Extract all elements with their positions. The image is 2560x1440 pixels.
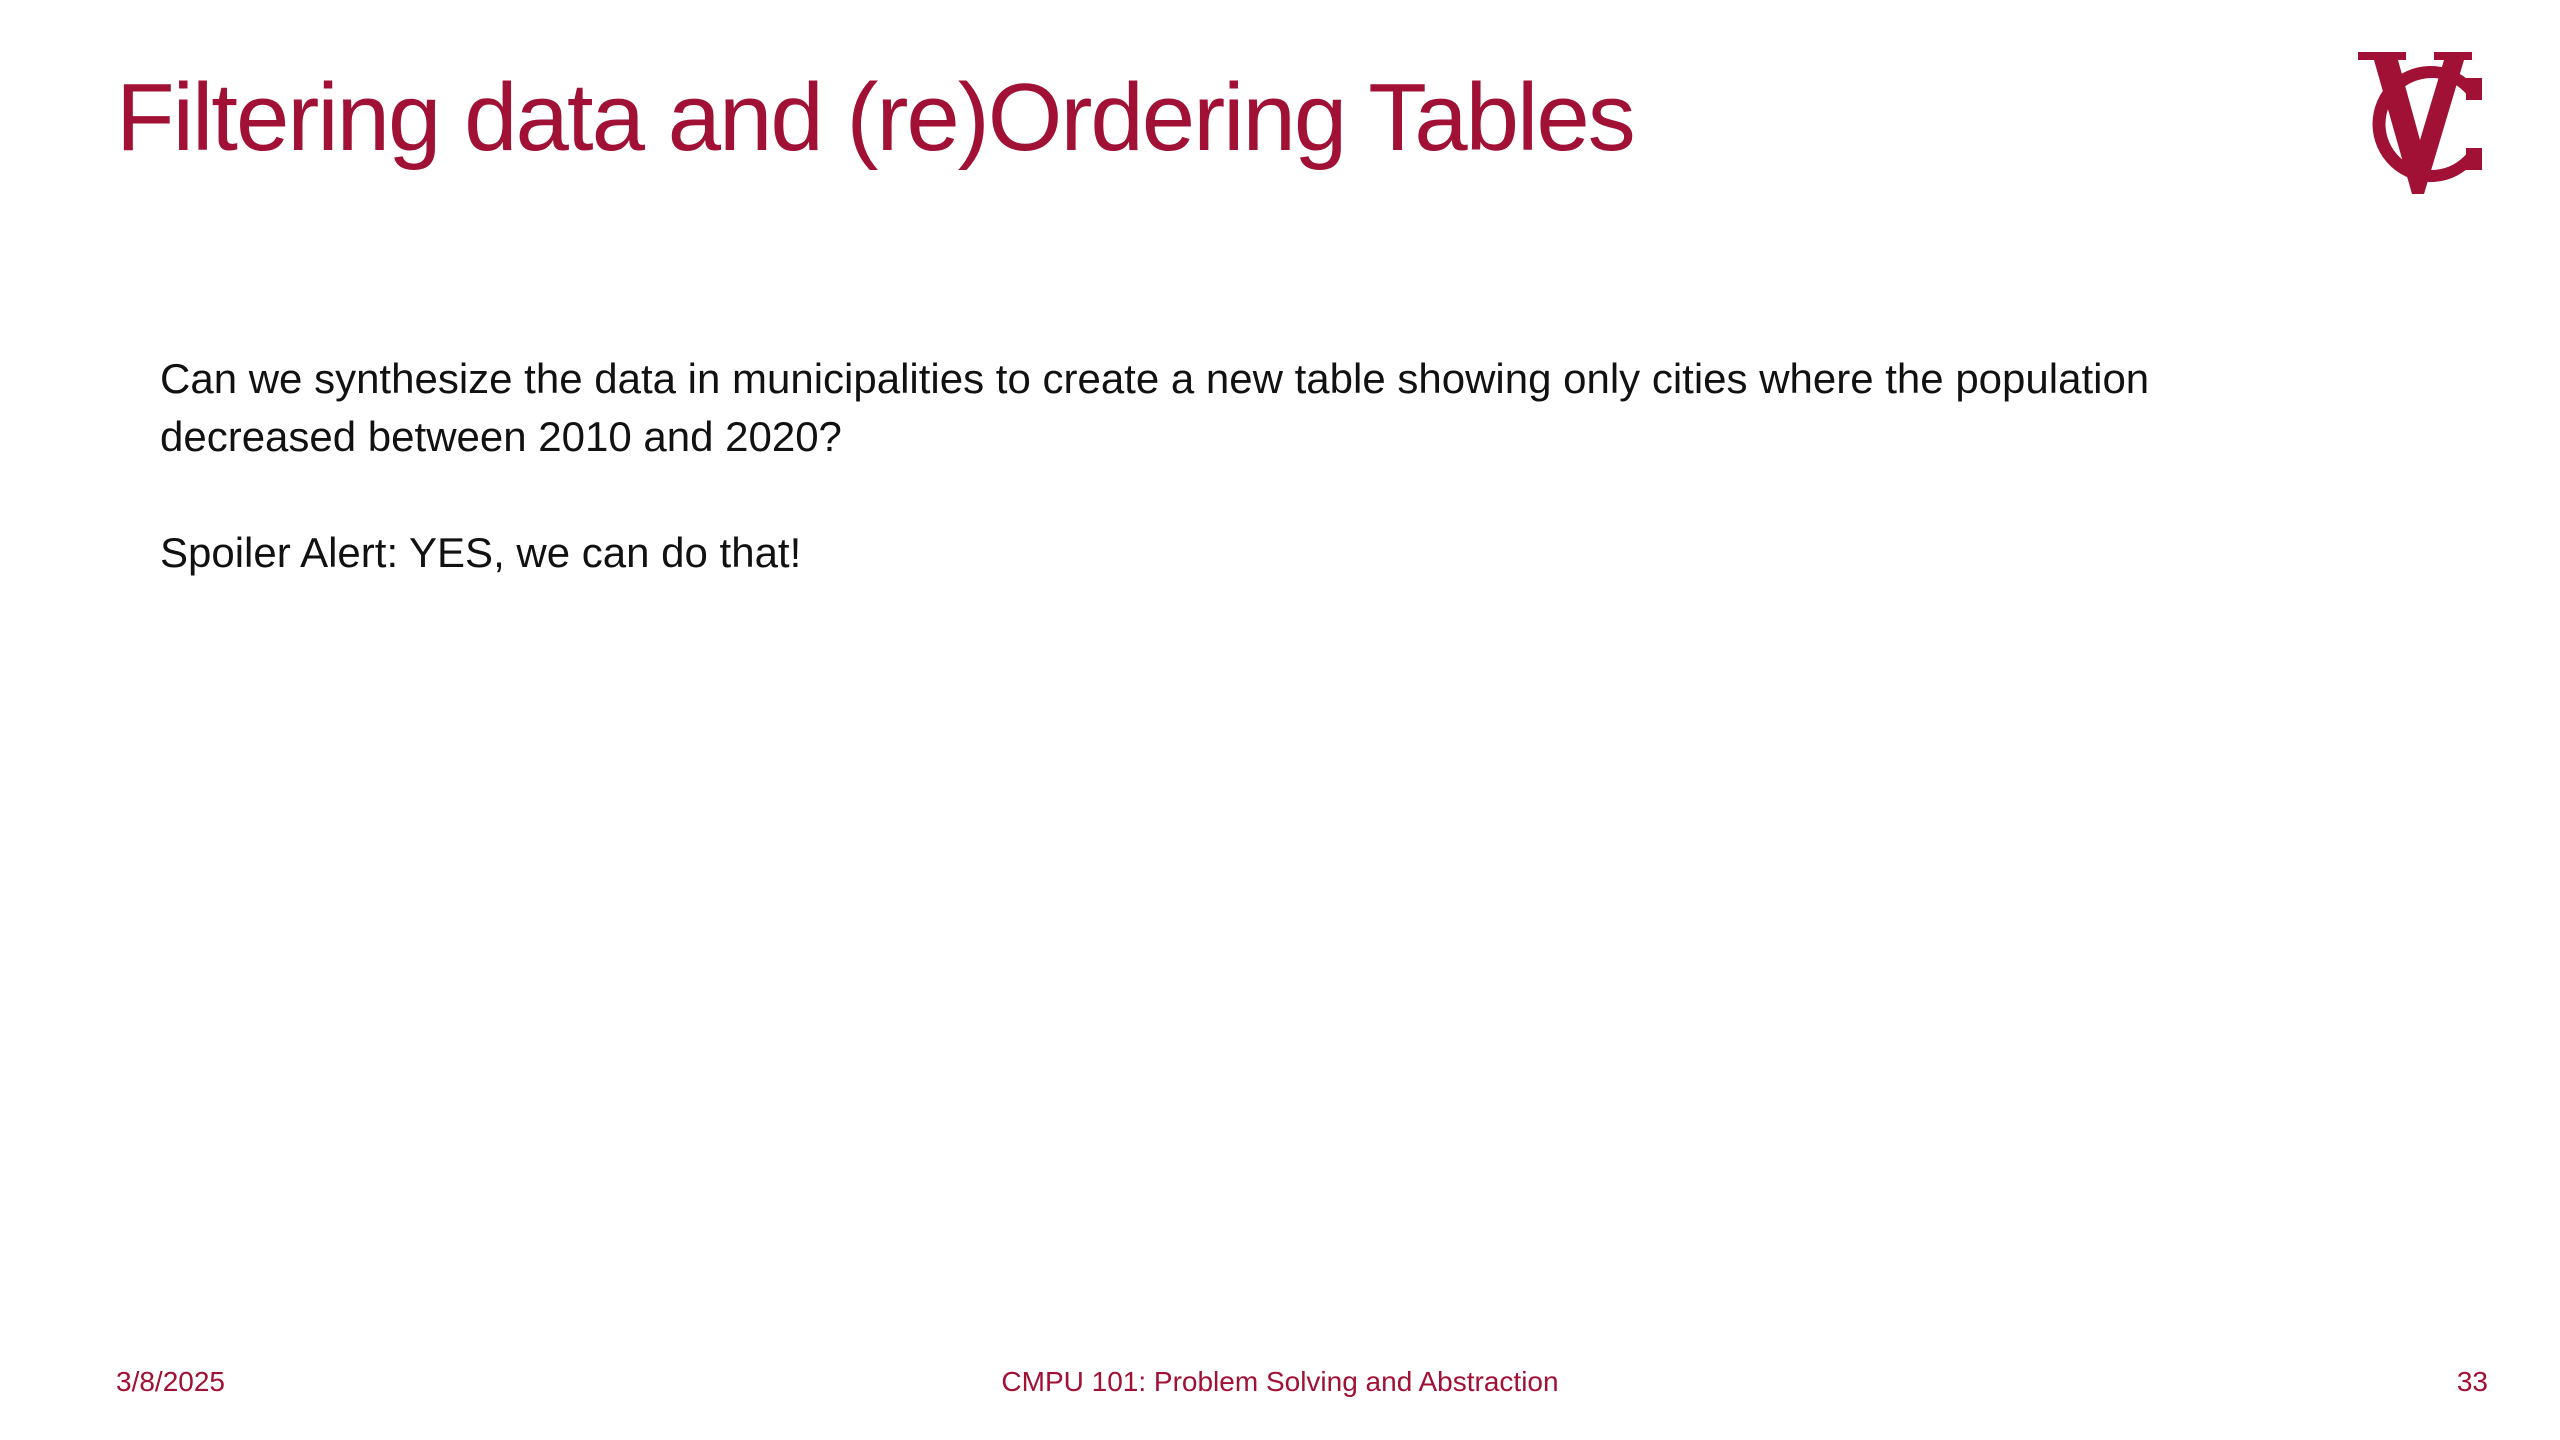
body-paragraph-question: Can we synthesize the data in municipalities to create a new table showing only cities where the population decreased between 2010 and 2020? <box>160 355 2150 460</box>
body-paragraph-answer: Spoiler Alert: YES, we can do that! <box>160 529 802 576</box>
vassar-vc-logo-icon <box>2340 48 2490 196</box>
footer-course-title: CMPU 101: Problem Solving and Abstraction <box>1001 1366 1559 1397</box>
slide-body <box>160 350 2160 582</box>
footer-page-number: 33 <box>2456 1366 2488 1397</box>
footer-date: 3/8/2025 <box>116 1366 225 1397</box>
slide-title: Filtering data and (re)Ordering Tables <box>116 64 1634 171</box>
